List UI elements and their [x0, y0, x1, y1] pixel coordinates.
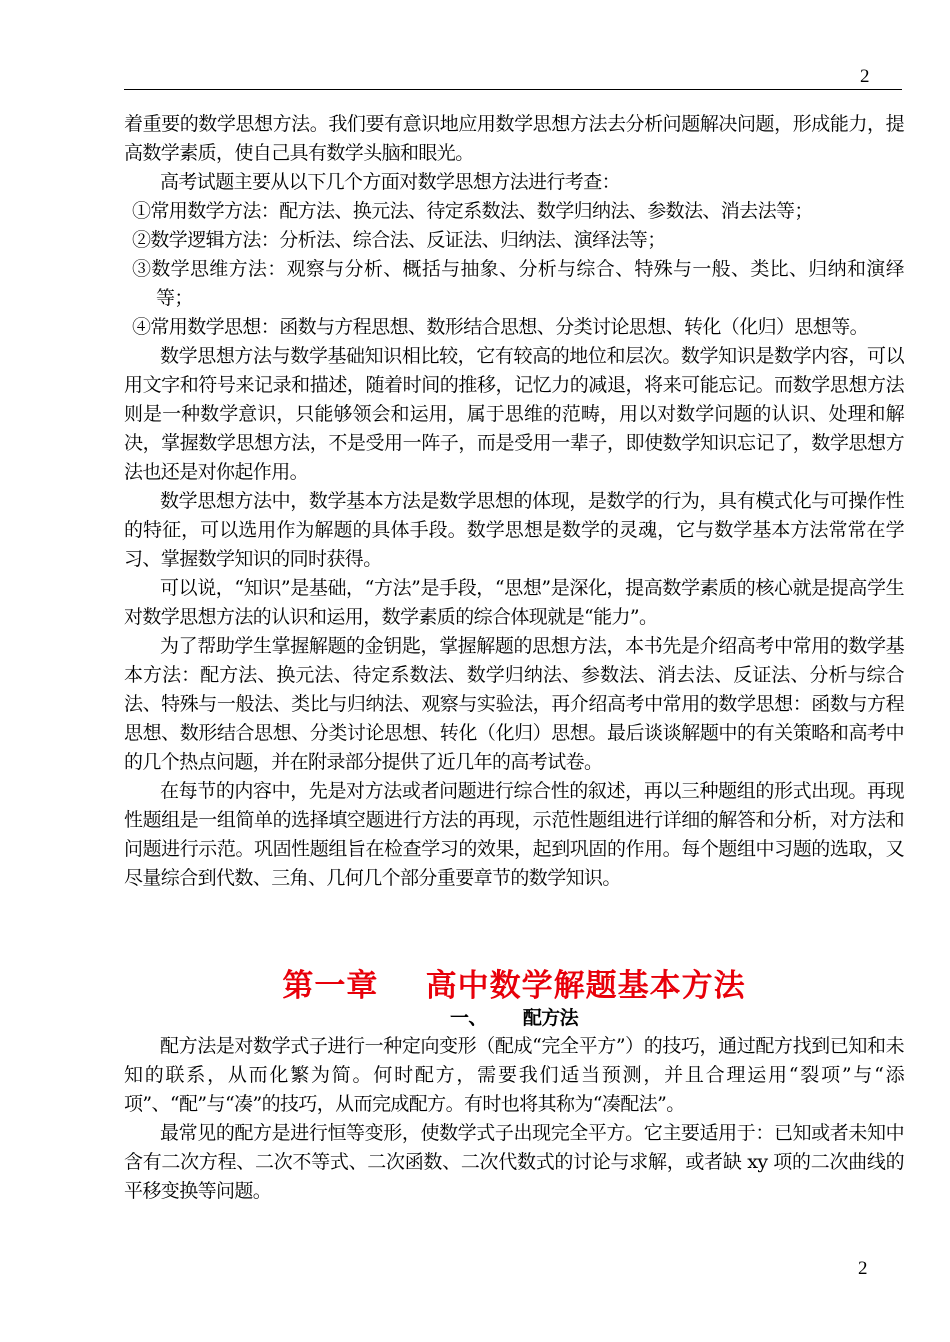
section-spacer — [124, 893, 904, 967]
header-rule — [124, 89, 902, 90]
intro-paragraph-5: 可以说，“知识”是基础，“方法”是手段，“思想”是深化，提高数学素质的核心就是提高学生对数学思想方法的认识和运用，数学素质的综合体现就是“能力”。 — [124, 577, 904, 628]
intro-paragraph-3: 数学思想方法与数学基础知识相比较，它有较高的地位和层次。数学知识是数学内容，可以用文字和符号来记录和描述，随着时间的推移，记忆力的减退，将来可能忘记。而数学思想方法则是一种数学意识，只能够领会和运用，属于思维的范畴，用以对数学问题的认识、处理和解决，掌握数学思想方法，不是受用一阵子，而是受用一辈子，即使数学知识忘记了，数学思想方法也还是对你起作用。 — [124, 345, 904, 483]
intro-paragraph-4: 数学思想方法中，数学基本方法是数学思想的体现，是数学的行为，具有模式化与可操作性的特征，可以选用作为解题的具体手段。数学思想是数学的灵魂，它与数学基本方法常常在学习、掌握数学知识的同时获得。 — [124, 490, 904, 570]
intro-paragraph-2: 高考试题主要从以下几个方面对数学思想方法进行考查： — [160, 171, 621, 193]
intro-paragraph-1: 着重要的数学思想方法。我们要有意识地应用数学思想方法去分析问题解决问题，形成能力，提高数学素质，使自己具有数学头脑和眼光。 — [124, 113, 904, 164]
page-content — [124, 110, 904, 1206]
intro-paragraph-7: 在每节的内容中，先是对方法或者问题进行综合性的叙述，再以三种题组的形式出现。再现性题组是一组简单的选择填空题进行方法的再现，示范性题组进行详细的解答和分析，对方法和问题进行示范。巩固性题组旨在检查学习的效果，起到巩固的作用。每个题组中习题的选取，又尽量综合到代数、三角、几何几个部分重要章节的数学知识。 — [124, 780, 904, 889]
chapter-paragraph-2: 最常见的配方是进行恒等变形，使数学式子出现完全平方。它主要适用于：已知或者未知中含有二次方程、二次不等式、二次函数、二次代数式的讨论与求解，或者缺 xy 项的二次曲线的平移变换等问题。 — [124, 1122, 904, 1202]
section-title: 一、 配方法 — [449, 1007, 579, 1029]
list-item: ③数学思维方法：观察与分析、概括与抽象、分析与综合、特殊与一般、类比、归纳和演绎等； — [132, 258, 904, 309]
chapter-title: 第一章 高中数学解题基本方法 — [282, 968, 746, 1004]
intro-paragraph-6: 为了帮助学生掌握解题的金钥匙，掌握解题的思想方法，本书先是介绍高考中常用的数学基本方法：配方法、换元法、待定系数法、数学归纳法、参数法、消去法、反证法、分析与综合法、特殊与一般法、类比与归纳法、观察与实验法，再介绍高考中常用的数学思想：函数与方程思想、数形结合思想、分类讨论思想、转化（化归）思想。最后谈谈解题中的有关策略和高考中的几个热点问题，并在附录部分提供了近几年的高考试卷。 — [124, 635, 904, 773]
list-item: ④常用数学思想：函数与方程思想、数形结合思想、分类讨论思想、转化（化归）思想等。 — [132, 316, 869, 338]
page-number-top: 2 — [860, 66, 870, 87]
chapter-paragraph-1: 配方法是对数学式子进行一种定向变形（配成“完全平方”）的技巧，通过配方找到已知和未知的联系，从而化繁为简。何时配方，需要我们适当预测，并且合理运用“裂项”与“添项”、“配”与“凑”的技巧，从而完成配方。有时也将其称为“凑配法”。 — [124, 1035, 904, 1115]
list-item: ①常用数学方法：配方法、换元法、待定系数法、数学归纳法、参数法、消去法等； — [132, 200, 813, 222]
list-item: ②数学逻辑方法：分析法、综合法、反证法、归纳法、演绎法等； — [132, 229, 666, 251]
page-number-bottom: 2 — [858, 1258, 868, 1279]
